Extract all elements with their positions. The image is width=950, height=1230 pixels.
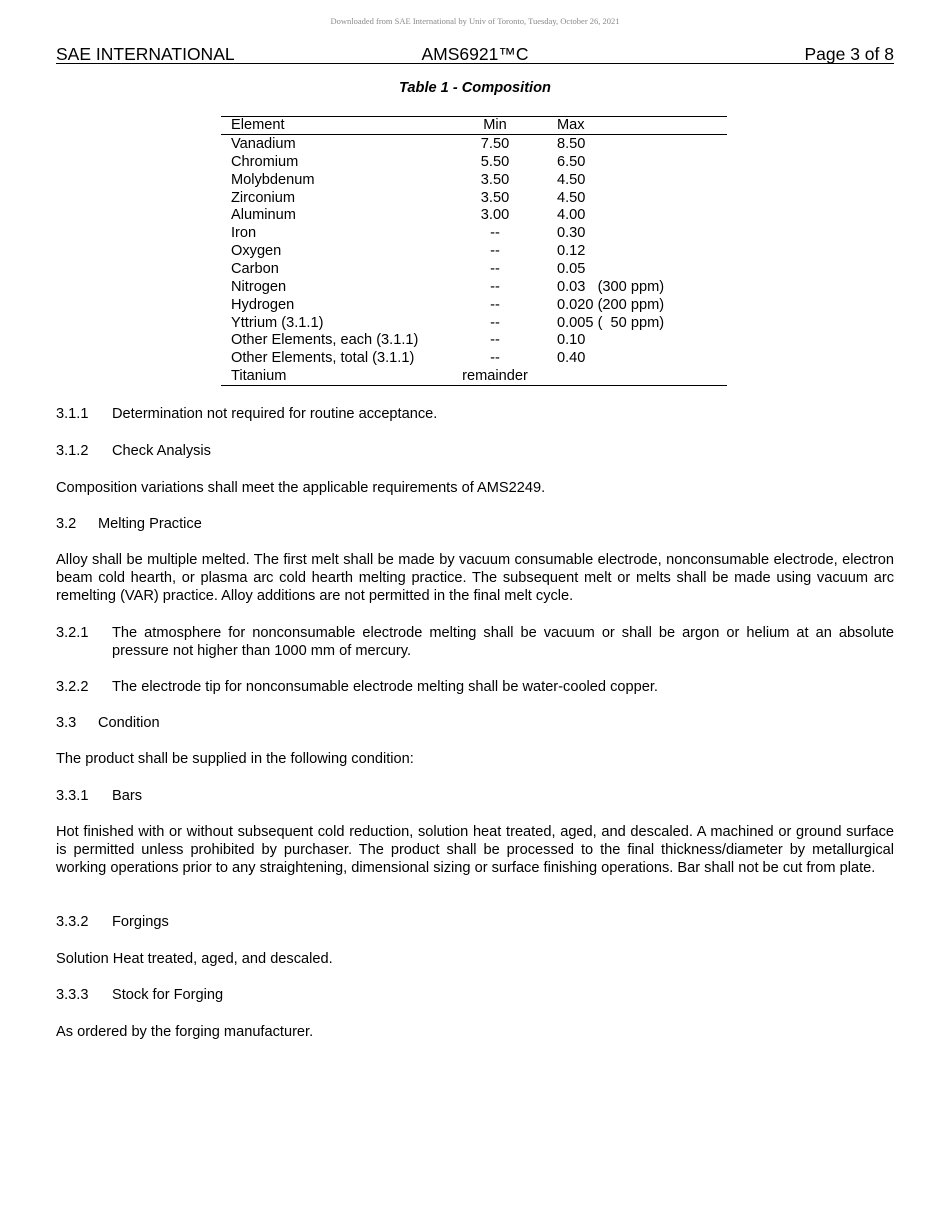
table-cell-max: 0.05 <box>557 261 586 277</box>
table-cell-element: Zirconium <box>231 189 296 206</box>
table-cell-max: 4.50 <box>557 189 586 206</box>
table-cell-min: remainder <box>462 368 528 385</box>
header-organization: SAE INTERNATIONAL <box>56 44 235 64</box>
table-cell-min: -- <box>490 332 500 349</box>
table-cell-max: 4.50 <box>557 171 586 188</box>
table-cell-max: 6.50 <box>557 153 586 170</box>
header-page-number: Page 3 of 8 <box>804 44 894 64</box>
table-cell-min: -- <box>490 296 500 313</box>
paragraph-stock-for-forging: As ordered by the forging manufacturer. <box>56 1024 314 1040</box>
table-cell-element: Carbon <box>231 261 279 277</box>
table-cell-element: Titanium <box>231 368 287 385</box>
table-cell-min: 3.50 <box>480 171 510 188</box>
table-cell-min: -- <box>490 350 500 367</box>
section-text: Determination not required for routine acceptance. <box>112 406 438 422</box>
table-cell-element: Hydrogen <box>231 296 295 313</box>
table-cell-element: Iron <box>231 225 257 242</box>
header-rule <box>56 63 894 64</box>
section-number: 3.1.1 <box>56 406 89 422</box>
section-number: 3.2 <box>56 516 77 532</box>
table-cell-element: Oxygen <box>231 243 282 260</box>
table-header-rule <box>221 134 727 135</box>
table-cell-max: 0.10 <box>557 332 586 349</box>
table-cell-min: -- <box>490 314 500 331</box>
section-title: Check Analysis <box>112 443 211 459</box>
paragraph-check-analysis: Composition variations shall meet the applicable requirements of AMS2249. <box>56 480 546 496</box>
section-title: Condition <box>98 715 160 731</box>
table-cell-element: Chromium <box>231 153 299 170</box>
paragraph-condition: The product shall be supplied in the following condition: <box>56 751 414 767</box>
section-title: Stock for Forging <box>112 987 224 1003</box>
section-number: 3.3.1 <box>56 788 89 804</box>
table-cell-max: 0.020 (200 ppm) <box>557 296 665 313</box>
table-cell-element: Yttrium (3.1.1) <box>231 314 324 331</box>
header-document-number: AMS6921™C <box>421 44 529 64</box>
table-cell-min: -- <box>490 243 500 260</box>
section-3-2-2-text: The electrode tip for nonconsumable electrode melting shall be water-cooled copper. <box>112 679 658 695</box>
table-cell-element: Other Elements, total (3.1.1) <box>231 350 415 367</box>
section-number: 3.1.2 <box>56 443 89 459</box>
section-3-2-2-number: 3.2.2 <box>56 679 89 695</box>
table-cell-min: -- <box>490 278 500 295</box>
table-cell-max: 0.12 <box>557 243 586 260</box>
table-cell-max: 0.005 ( 50 ppm) <box>557 314 665 331</box>
section-title: Melting Practice <box>98 516 202 532</box>
table-cell-min: 7.50 <box>480 136 510 152</box>
table-cell-element: Other Elements, each (3.1.1) <box>231 332 419 349</box>
table-cell-min: 3.50 <box>480 189 510 206</box>
table-caption: Table 1 - Composition <box>399 80 551 96</box>
section-title: Forgings <box>112 914 169 930</box>
section-3-2-1-number: 3.2.1 <box>56 625 89 641</box>
table-bottom-rule <box>221 385 727 386</box>
section-title: Bars <box>112 788 143 804</box>
table-cell-element: Nitrogen <box>231 278 287 295</box>
column-header-element: Element <box>231 117 285 133</box>
section-number: 3.3.2 <box>56 914 89 930</box>
paragraph-bars: Hot finished with or without subsequent cold reduction, solution heat treated, aged, and descaled. A machined or ground surface is permitted unless prohibited by purchaser. The product shall be processed to the final thickness/diameter by metallurgical working operations prior to any straightening, dimensional sizing or surface finishing operations. Bar shall not be cut from plate. <box>56 824 894 876</box>
column-header-max: Max <box>557 117 585 133</box>
table-cell-min: -- <box>490 261 500 277</box>
paragraph-forgings: Solution Heat treated, aged, and descaled. <box>56 951 333 967</box>
table-cell-max: 0.03 (300 ppm) <box>557 278 665 295</box>
section-number: 3.3.3 <box>56 987 89 1003</box>
table-cell-element: Molybdenum <box>231 171 315 188</box>
paragraph-melting-practice: Alloy shall be multiple melted. The first melt shall be made by vacuum consumable electrode, nonconsumable electrode, electron beam cold hearth, or plasma arc cold hearth melting practice. The subsequent melt or melts shall be made using vacuum arc remelting (VAR) practice. Alloy additions are not permitted in the final melt cycle. <box>56 552 894 604</box>
table-cell-min: 5.50 <box>480 153 510 170</box>
table-cell-max: 4.00 <box>557 207 586 224</box>
section-number: 3.3 <box>56 715 77 731</box>
table-cell-max: 8.50 <box>557 136 586 152</box>
table-cell-element: Aluminum <box>231 207 296 224</box>
table-cell-max: 0.40 <box>557 350 586 367</box>
table-cell-min: 3.00 <box>480 207 510 224</box>
download-notice: Downloaded from SAE International by Univ of Toronto, Tuesday, October 26, 2021 <box>330 16 620 26</box>
table-cell-min: -- <box>490 225 500 242</box>
section-3-2-1-text: The atmosphere for nonconsumable electrode melting shall be vacuum or shall be argon or helium at an absolute pressure not higher than 1000 mm of mercury. <box>112 625 894 659</box>
table-cell-element: Vanadium <box>231 136 296 152</box>
column-header-min: Min <box>483 117 507 133</box>
table-cell-max: 0.30 <box>557 225 586 242</box>
